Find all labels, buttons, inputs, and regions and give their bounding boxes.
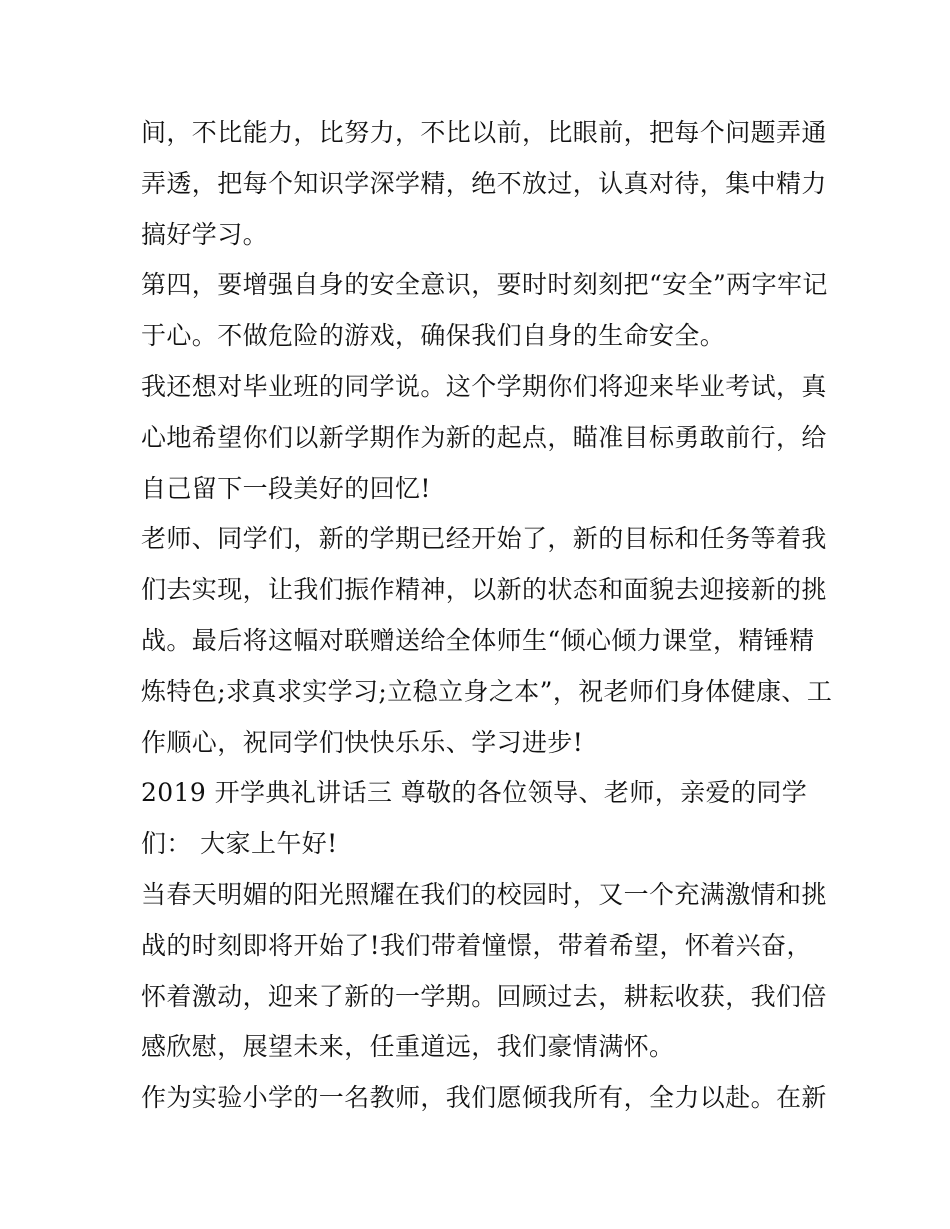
- text-line: 2019 开学典礼讲话三 尊敬的各位领导、老师，亲爱的同学: [141, 778, 808, 808]
- text-line: 搞好学习。: [141, 219, 269, 249]
- text-line: 我还想对毕业班的同学说。这个学期你们将迎来毕业考试，真: [141, 371, 827, 401]
- text-line: 间，不比能力，比努力，不比以前，比眼前，把每个问题弄通: [141, 118, 827, 147]
- text-line: 战的时刻即将开始了!我们带着憧憬，带着希望，怀着兴奋，: [141, 930, 812, 960]
- text-line: 当春天明媚的阳光照耀在我们的校园时，又一个充满激情和挑: [141, 879, 827, 909]
- text-line: 作为实验小学的一名教师，我们愿倾我所有，全力以赴。在新: [141, 1083, 827, 1113]
- text-line: 们： 大家上午好!: [141, 829, 338, 859]
- text-line: 战。最后将这幅对联赠送给全体师生“倾心倾力课堂，精锤精: [141, 625, 815, 655]
- text-line: 感欣慰，展望未来，任重道远，我们豪情满怀。: [141, 1032, 675, 1062]
- text-line: 弄透，把每个知识学深学精，绝不放过，认真对待，集中精力: [141, 168, 827, 198]
- text-line: 自己留下一段美好的回忆!: [141, 473, 431, 503]
- text-line: 怀着激动，迎来了新的一学期。回顾过去，耕耘收获，我们倍: [141, 981, 827, 1011]
- text-line: 们去实现，让我们振作精神，以新的状态和面貌去迎接新的挑: [141, 575, 827, 605]
- text-line: 于心。不做危险的游戏，确保我们自身的生命安全。: [141, 321, 726, 351]
- text-line: 第四，要增强自身的安全意识，要时时刻刻把“安全”两字牢记: [141, 270, 828, 300]
- text-line: 炼特色;求真求实学习;立稳立身之本”，祝老师们身体健康、工: [141, 676, 833, 706]
- text-line: 老师、同学们，新的学期已经开始了，新的目标和任务等着我: [141, 524, 827, 554]
- text-line: 作顺心，祝同学们快快乐乐、学习进步!: [141, 727, 584, 757]
- text-line: 心地希望你们以新学期作为新的起点，瞄准目标勇敢前行，给: [141, 422, 827, 452]
- document-body: [141, 108, 833, 1124]
